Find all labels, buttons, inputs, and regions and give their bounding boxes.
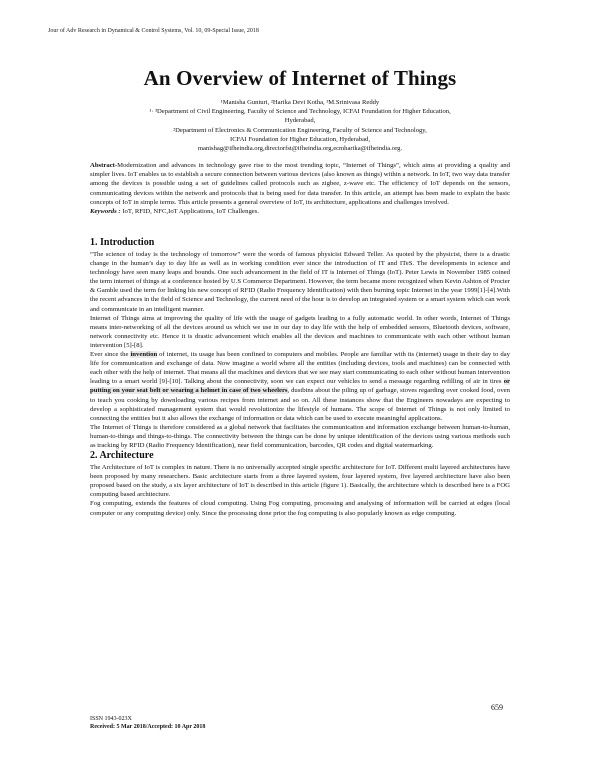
keywords-label: Keywords : (90, 208, 121, 216)
received-accepted: Received: 5 Mar 2018/Accepted: 10 Apr 2018 (90, 724, 206, 730)
abstract-text: Modernization and advances in technology gave rise to the most trending topic, “Internet of Things”, which aims at providing a quality and simpler lives. IoT enables us to establish a secure connection between various devices (also known as things) within a network. In IoT, two way data transfer among the devices is possible using a set of guidelines called protocols such as zigbee, z-wave etc. The efficiency of IoT depends on the sensors, communicating devices within the network and protocols that is being used for data transfer. In this article, an attempt has been made to explain the basic concepts of IoT in simple terms. This article presents a general overview of IoT, its architecture, applications and challenges involved. (90, 162, 510, 206)
paper-body (90, 237, 510, 518)
highlighted-phrase: or putting on your seat belt or wearing a helmet in case of two wheelers (90, 378, 510, 395)
affiliation-1-city: Hyderabad, (284, 117, 316, 125)
abstract (90, 161, 510, 216)
affiliation-2-org: ICFAI Foundation for Higher Education, Hyderabad, (230, 135, 370, 143)
author-names: ¹Manisha Gunturi, ²Harika Devi Kotha, ³M.Srinivasa Reddy (220, 99, 380, 106)
paper-title: An Overview of Internet of Things (143, 66, 457, 90)
paragraph: The Internet of Things is therefore considered as a global network that facilitates the communication and information exchange between human-to-human, human-to-things and things-to-things. The connectivity between the things can be done by unique identification of the devices using various methods such as tracking by RFID (Radio Frequency Identification), near field communication, barcodes, QR codes and digital watermarking. (90, 423, 510, 449)
author-block (60, 98, 540, 153)
text-run: , dustbins about the piling up of garbage, stoves regarding over cooked food, oven to teach you cooking by downloading various recipes from internet and so on. All these instances show that the Engineers nowadays are expecting to develop a sophisticated management system that would revolutionize the lifestyle of humans. The scope of Internet of Things is not only limited to connecting the entities but it also allows the exchange of information or data which can be used to execute meaningful applications. (90, 387, 510, 422)
footer (90, 715, 205, 731)
issn: ISSN 1943-023X (90, 716, 132, 722)
section-heading-architecture: 2. Architecture (90, 450, 154, 462)
text-run: Ever since the (90, 351, 131, 359)
paragraph (90, 350, 510, 423)
keywords-text: IoT, RFID, NFC,IoT Applications, IoT Challenges. (120, 208, 260, 216)
paragraph: The Architecture of IoT is complex in nature. There is no universally accepted single specific architecture for IoT. Different multi layered architectures have been proposed by many researchers. Basic architecture starts from a three layered system, four layered system, five layered architecture have also been proposed based on the study, a six layer architecture of IoT is described in this article (figure 1). Basically, the architecture which is described here is a FOG computing based architecture. (90, 464, 510, 499)
affiliation-1: ¹· ³Department of Civil Engineering, Faculty of Science and Technology, ICFAI Foundation for Higher Education, (149, 108, 451, 116)
affiliation-2: ²Department of Electronics & Communication Engineering, Faculty of Science and Technology, (173, 126, 427, 134)
text-run: of internet, its usage has been confined to computers and mobiles. People are familiar with its (internet) usage in their day to day life for communication and exchange of data. Now imagine a world where all the entities (including devices, tools and machines) can be connected with each other with the help of internet. That means all the machines and devices that we see may start communicating to each other without human intervention leading to a smart world [9]-[10]. Talking about the connectivity, soon we can expect our vehicles to send a message regarding refilling of air in tires (90, 351, 510, 386)
paragraph: “The science of today is the technology of tomorrow” were the words of famous physicist Edward Teller. As quoted by the physicist, there is a drastic change in the human’s day to day life as well as in working condition ever since the introduction of IT and ITeS. The developments in science and technology have seen many leaps and bounds. One such advancement in the field of IT is Internet of Things (IoT). Peter Lewis in November 1985 coined the term internet of things at a conference hosted by U.S Commerce Department. However, the term became more recognized when Kevin Ashton of Procter & Gamble used the term for linking his new concept of RFID (Radio Frequency Identification) with then burning topic Internet in the year 1999[1]-[4].With the recent advances in the field of Science and Technology, the current need of the hour is to develop an integrated system or a smart system which can work and communicate in an intelligent manner. (90, 251, 510, 313)
section-heading-introduction: 1. Introduction (90, 237, 155, 248)
highlighted-word: invention (130, 351, 158, 359)
journal-header: Jour of Adv Research in Dynamical & Control Systems, Vol. 10, 09-Special Issue, 2018 (48, 28, 259, 34)
page-number: 659 (491, 703, 503, 712)
author-emails: manishag@ifheindia.org,directorfst@ifheindia.org,ecmharika@ifheindia.org. (197, 145, 403, 153)
paragraph: Fog computing, extends the features of cloud computing. Using Fog computing, processing and analysing of information will be carried at edges (local computer or any computing device) only. Since the processing done prior the fog computing is also popularly known as edge computing. (90, 500, 510, 517)
paragraph: Internet of Things aims at improving the quality of life with the usage of gadgets leading to a fully automatic world. In other words, Internet of Things means inter-networking of all the devices around us which we use in our day to day life with the help of embedded sensors, Bluetooth devices, software, network connectivity etc. Hence it is drastic advancement which enables all the devices and machines to communicate with each other without human intervention [5]-[8]. (90, 314, 510, 349)
abstract-label: Abstract- (90, 162, 118, 169)
